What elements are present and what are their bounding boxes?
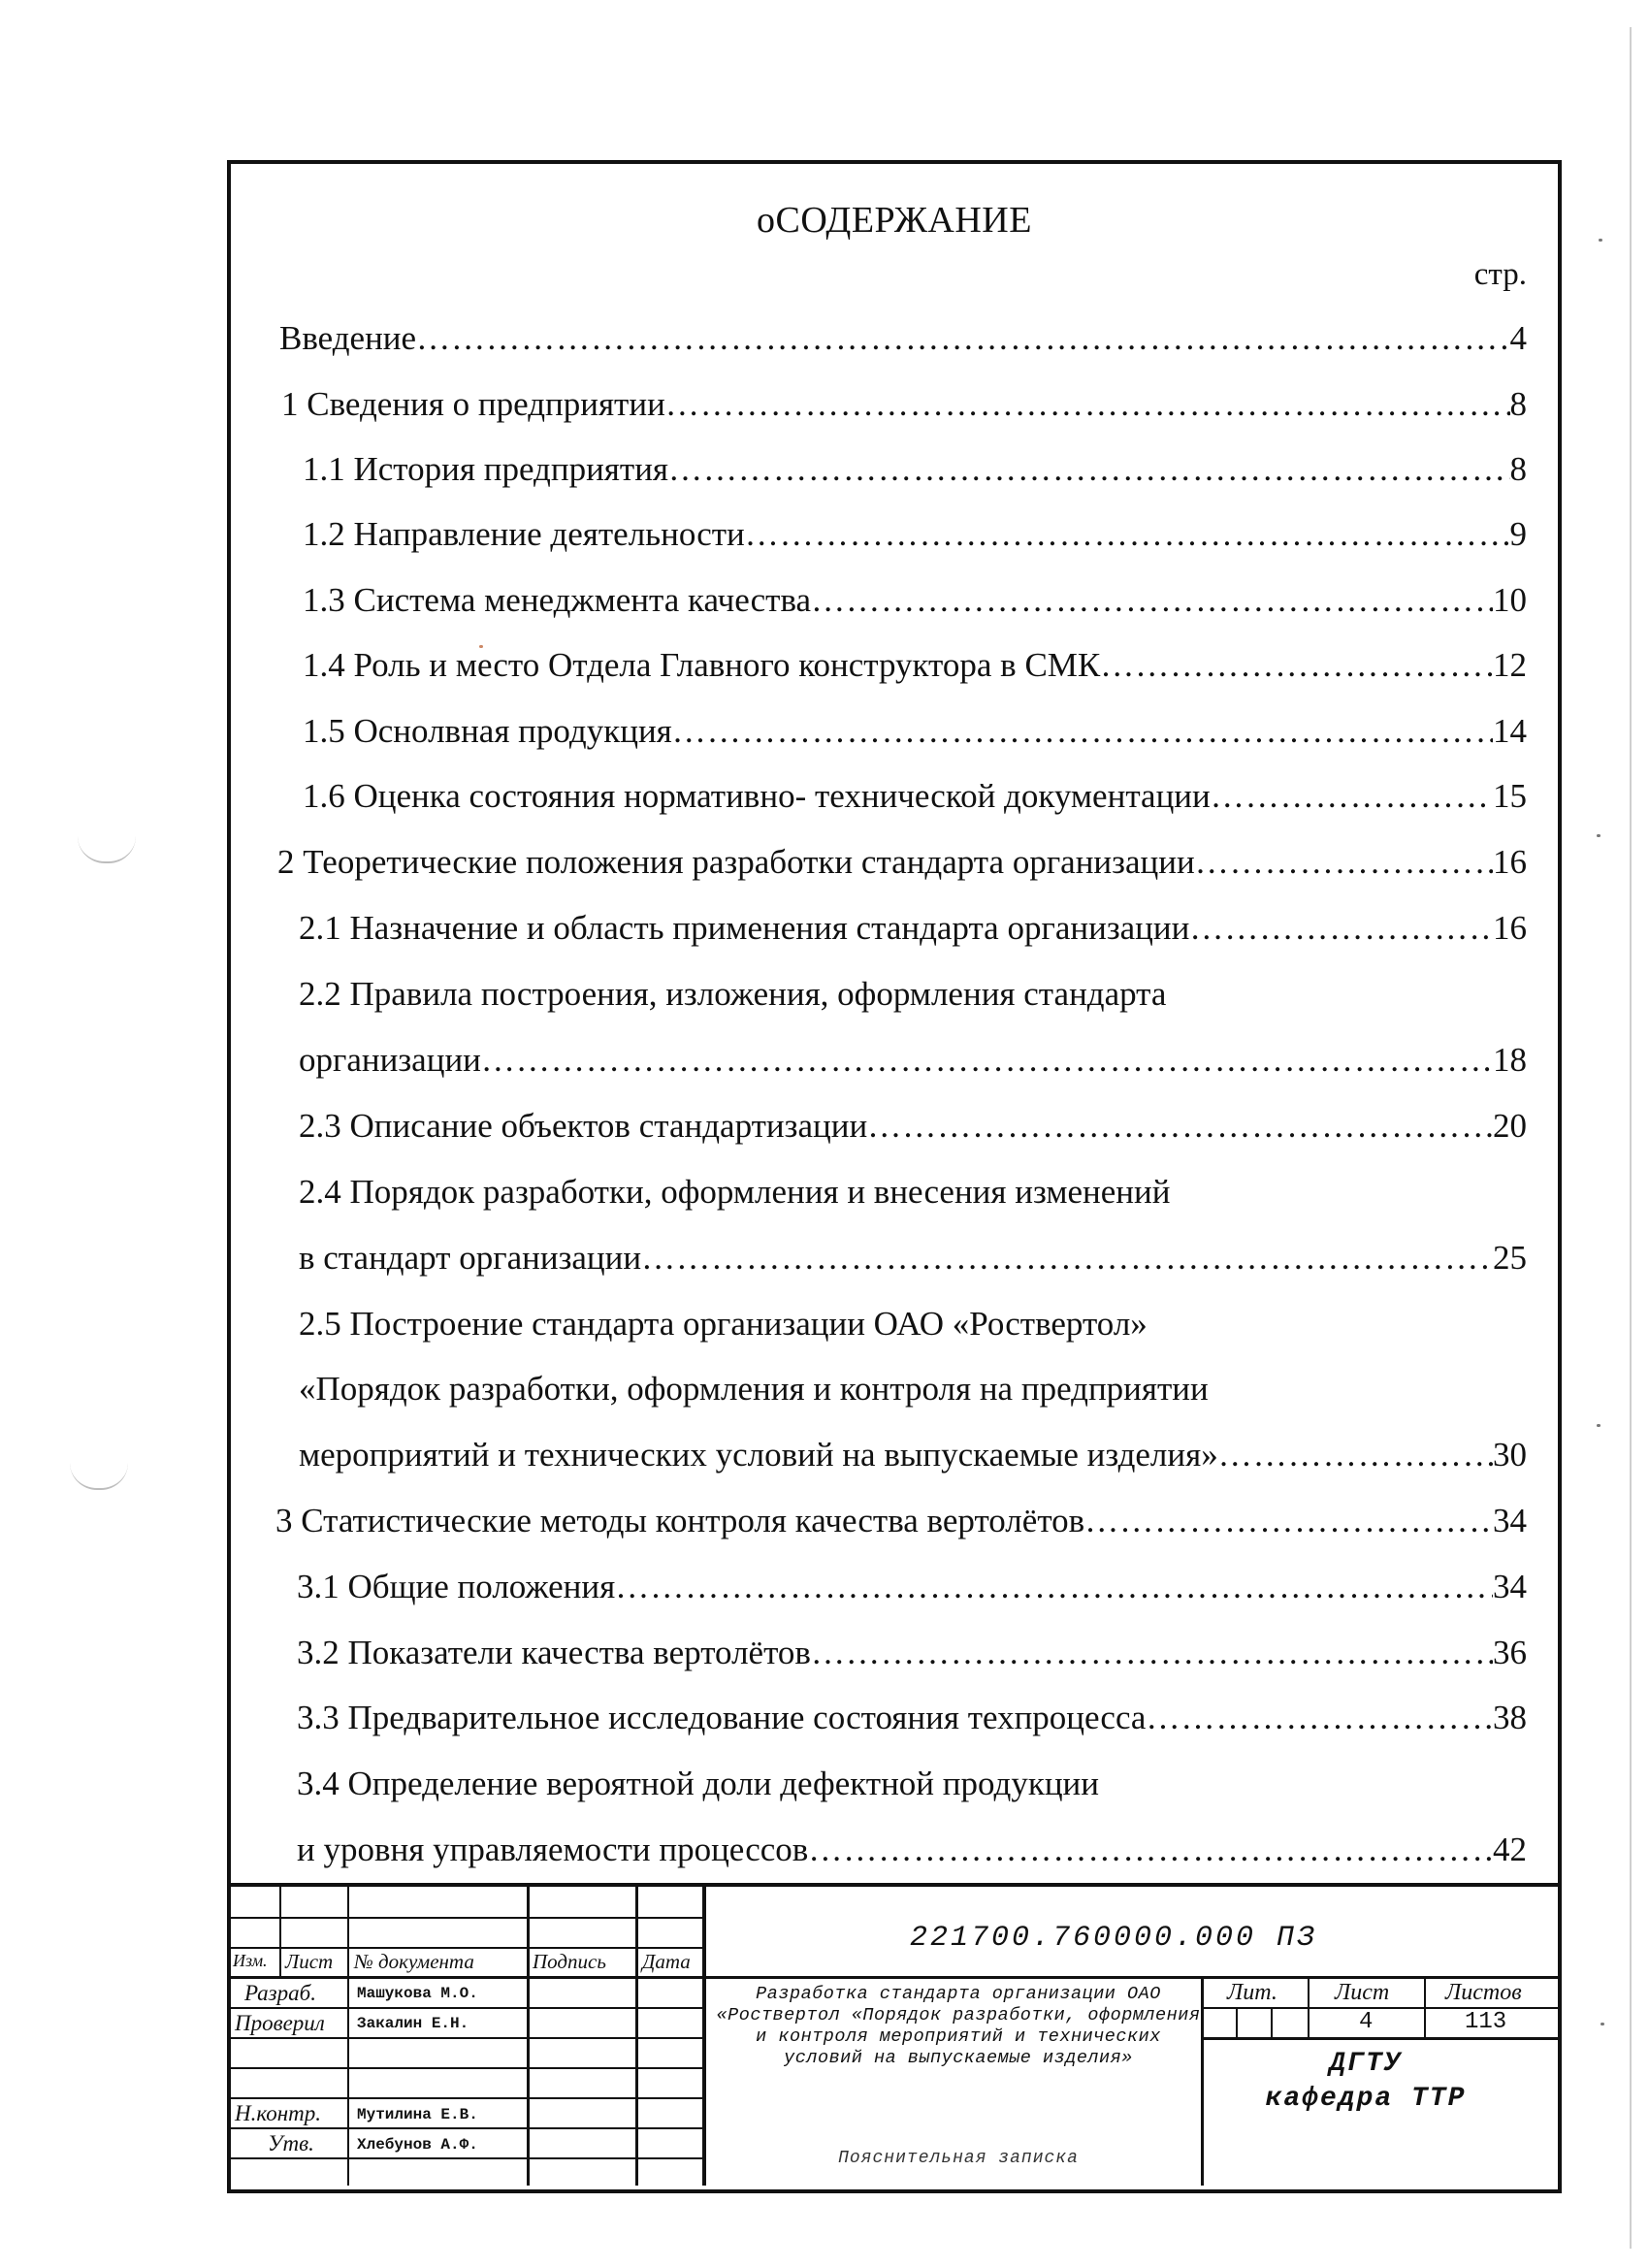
- toc-entry-title: в стандарт организации: [299, 1239, 642, 1277]
- toc-entry-title: 1.2 Направление деятельности: [303, 515, 745, 553]
- toc-entry-page: 15: [1493, 777, 1527, 815]
- toc-entry-title: мероприятий и технических условий на выпускаемые изделия»: [299, 1436, 1218, 1474]
- name-norm-control: Мутилина Е.В.: [357, 2106, 478, 2123]
- toc-entry-line: 3.4 Определение вероятной доли дефектной продукции: [297, 1765, 1100, 1802]
- name-developer: Машукова М.О.: [357, 1985, 478, 2002]
- role-checker: Проверил: [235, 2011, 325, 2035]
- toc-leader: [745, 515, 1510, 554]
- sheet-label: Лист: [1335, 1980, 1390, 2005]
- toc-entry: [303, 581, 1527, 620]
- toc-entry-page: 25: [1493, 1239, 1527, 1277]
- organization-name: ДГТУ: [1329, 2049, 1403, 2079]
- toc-entry-title: 2.3 Описание объектов стандартизации: [299, 1107, 868, 1145]
- toc-leader: [1100, 646, 1493, 685]
- toc-entry-title: организации: [299, 1041, 481, 1079]
- toc-entry: [299, 1239, 1527, 1278]
- drawing-frame: [227, 160, 1562, 2193]
- toc-entry: [299, 1436, 1527, 1474]
- toc-leader: [1211, 777, 1493, 816]
- toc-entry-page: 34: [1493, 1568, 1527, 1605]
- toc-entry: [297, 1699, 1527, 1737]
- toc-entry-title: 1.3 Система менеджмента качества: [303, 581, 812, 619]
- toc-leader: [641, 1239, 1493, 1278]
- toc-entry-page: 14: [1493, 712, 1527, 750]
- document-type: Пояснительная записка: [838, 2149, 1079, 2168]
- toc-leader: [1189, 909, 1493, 948]
- toc-entry-title: и уровня управляемости процессов: [297, 1831, 809, 1868]
- col-list: Лист: [285, 1950, 334, 1973]
- toc-leader: [672, 712, 1493, 751]
- toc-entry: [303, 646, 1527, 685]
- toc-entry: [281, 385, 1527, 424]
- toc-leader: [481, 1041, 1493, 1080]
- toc-entry-page: 34: [1493, 1502, 1527, 1539]
- toc-entry-title: 2 Теоретические положения разработки стандарта организации: [277, 843, 1195, 881]
- toc-entry: [277, 843, 1527, 882]
- toc-entry-page: 38: [1493, 1699, 1527, 1736]
- toc-leader: [867, 1107, 1493, 1146]
- punch-hole: [78, 836, 136, 863]
- toc-leader: [1195, 843, 1493, 882]
- toc-entry: [297, 1831, 1527, 1869]
- toc-entry: [279, 319, 1527, 358]
- col-doc-no: № документа: [354, 1950, 474, 1973]
- toc-entry-page: 30: [1493, 1436, 1527, 1474]
- toc-entry-page: 16: [1493, 843, 1527, 881]
- role-developer: Разраб.: [244, 1981, 316, 2005]
- toc-leader: [416, 319, 1509, 358]
- toc-entry-title: 1.4 Роль и место Отдела Главного конструктора в СМК: [303, 646, 1101, 684]
- toc-entry-line: 2.5 Построение стандарта организации ОАО «Роствертол»: [299, 1305, 1148, 1343]
- lit-label: Лит.: [1227, 1980, 1277, 2005]
- toc-entry-page: 9: [1509, 515, 1527, 553]
- toc-entry-title: Введение: [279, 319, 417, 357]
- toc-entry-title: 3.2 Показатели качества вертолётов: [297, 1634, 811, 1671]
- document-code: 221700.760000.000 ПЗ: [909, 1922, 1318, 1955]
- sheets-count: 113: [1465, 2009, 1507, 2035]
- toc-leader: [1146, 1699, 1493, 1737]
- toc-entry-page: 16: [1493, 909, 1527, 947]
- toc-leader: [808, 1831, 1493, 1869]
- organization: [1206, 2047, 1526, 2117]
- toc-entry-title: 2.1 Назначение и область применения стандарта организации: [299, 909, 1190, 947]
- toc-leader: [1218, 1436, 1493, 1474]
- role-norm-control: Н.контр.: [235, 2101, 322, 2125]
- role-approver: Утв.: [268, 2131, 314, 2155]
- toc-entry-title: 3.1 Общие положения: [297, 1568, 616, 1605]
- title-block: [231, 1883, 1558, 2189]
- toc-entry-page: 42: [1493, 1831, 1527, 1868]
- toc-leader: [615, 1568, 1493, 1606]
- toc-entry: [299, 909, 1527, 948]
- scan-speck: [1600, 2023, 1604, 2025]
- name-checker: Закалин Е.Н.: [357, 2015, 469, 2032]
- col-date: Дата: [642, 1950, 691, 1973]
- toc-entry-title: 3 Статистические методы контроля качества вертолётов: [275, 1502, 1085, 1539]
- toc-entry: [303, 712, 1527, 751]
- toc-entry: [303, 777, 1527, 816]
- page-column-label: стр.: [1473, 257, 1527, 292]
- toc-entry-title: 3.3 Предварительное исследование состояния техпроцесса: [297, 1699, 1147, 1736]
- toc-entry-title: 1.6 Оценка состояния нормативно- технической документации: [303, 777, 1211, 815]
- toc-entry: [303, 515, 1527, 554]
- toc-leader: [811, 581, 1493, 620]
- toc-entry-title: 1.1 История предприятия: [303, 450, 669, 488]
- toc-entry-page: 18: [1493, 1041, 1527, 1079]
- sheets-label: Листов: [1445, 1980, 1522, 2005]
- toc-entry-page: 4: [1509, 319, 1527, 357]
- toc-entry: [297, 1634, 1527, 1672]
- name-approver: Хлебунов А.Ф.: [357, 2136, 478, 2154]
- toc-entry-page: 36: [1493, 1634, 1527, 1671]
- toc-entry-page: 8: [1509, 385, 1527, 423]
- toc-entry-page: 8: [1509, 450, 1527, 488]
- toc-entry: [299, 1041, 1527, 1080]
- punch-hole: [70, 1463, 128, 1490]
- toc-entry: [275, 1502, 1527, 1540]
- toc-leader: [668, 450, 1509, 489]
- toc-entry: [299, 1107, 1527, 1146]
- scan-speck: [1597, 1424, 1600, 1427]
- toc-entry: [297, 1568, 1527, 1606]
- toc-leader: [1084, 1502, 1493, 1540]
- toc-entry-page: 10: [1493, 581, 1527, 619]
- toc-entry: [303, 450, 1527, 489]
- toc-entry-line: 2.2 Правила построения, изложения, оформления стандарта: [299, 975, 1167, 1013]
- toc-entry-title: 1.5 Оснолвная продукция: [303, 712, 672, 750]
- toc-leader: [665, 385, 1510, 424]
- document-description: Разработка стандарта организации ОАО «Роствертол «Порядок разработки, оформления и контроля мероприятий и технических условий на выпускаемые изделия»: [716, 1984, 1201, 2068]
- toc-leader: [811, 1634, 1493, 1672]
- toc-entry-line: «Порядок разработки, оформления и контроля на предприятии: [299, 1370, 1209, 1408]
- toc-entry-title: 1 Сведения о предприятии: [281, 385, 665, 423]
- toc-entry-page: 12: [1493, 646, 1527, 684]
- sheet-number: 4: [1359, 2009, 1374, 2035]
- organization-department: кафедра ТТР: [1265, 2084, 1467, 2114]
- col-izm: Изм.: [233, 1951, 268, 1970]
- toc-entry-line: 2.4 Порядок разработки, оформления и внесения изменений: [299, 1173, 1171, 1211]
- scan-edge: [1630, 27, 1632, 2249]
- toc-entry-page: 20: [1493, 1107, 1527, 1145]
- scan-speck: [1599, 239, 1602, 242]
- scan-speck: [1597, 834, 1600, 837]
- col-signature: Подпись: [533, 1950, 606, 1973]
- page-title: оСОДЕРЖАНИЕ: [757, 200, 1032, 241]
